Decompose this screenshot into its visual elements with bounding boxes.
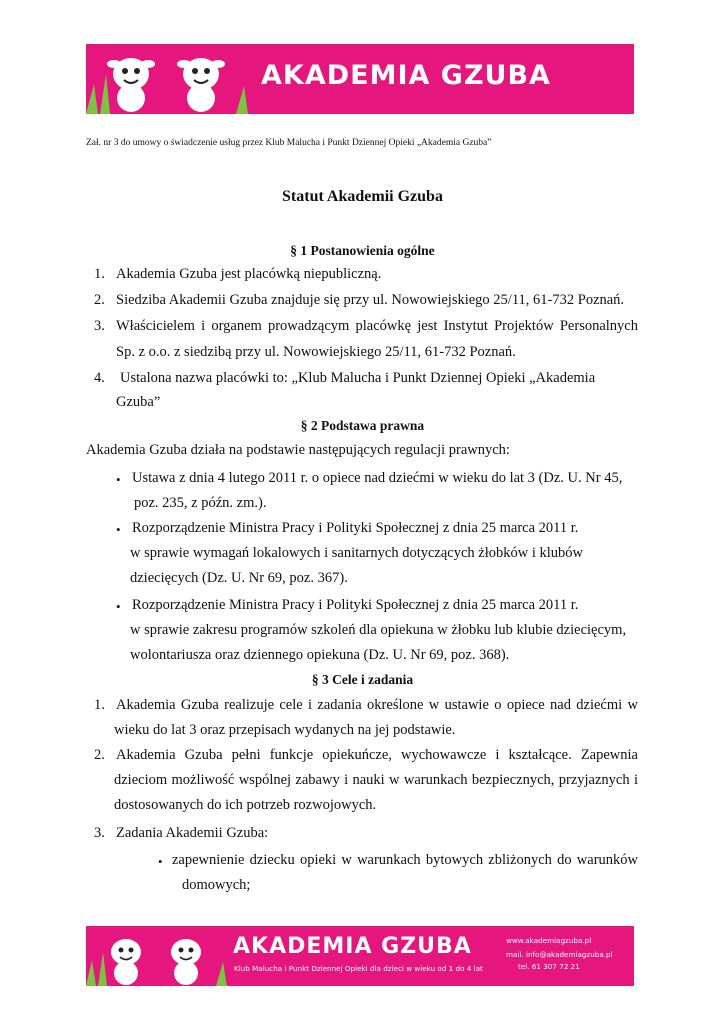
section-3-heading: § 3 Cele i zadania (311, 672, 414, 687)
list-number: 2. (94, 747, 105, 763)
list-item-continued: w sprawie zakresu programów szkoleń dla opiekuna w żłobku lub klubie dziecięcym, (130, 622, 627, 638)
footer-email: mail. info@akademiagzuba.pl (506, 950, 613, 959)
list-item: Rozporządzenie Ministra Pracy i Polityki Społecznej z dnia 25 marca 2011 r. (132, 597, 579, 613)
list-item-continued: wieku do lat 3 oraz przepisach wydanych na jej podstawie. (114, 722, 456, 738)
list-number: 4. (94, 370, 105, 386)
list-item-continued: Gzuba” (116, 394, 161, 410)
list-item: Akademia Gzuba pełni funkcje opiekuńcze, wychowawcze i kształcące. Zapewnia (116, 747, 638, 763)
bullet: • (116, 472, 121, 487)
list-number: 2. (94, 292, 105, 308)
list-item-continued: dzieciom możliwość wspólnej zabawy i nauki w warunkach bezpiecznych, przyjaznych i (114, 772, 638, 788)
footer-tagline: Klub Malucha i Punkt Dziennej Opieki dla dzieci w wieku od 1 do 4 lat (234, 964, 483, 973)
list-item-continued: domowych; (182, 877, 251, 893)
list-item: Ustawa z dnia 4 lutego 2011 r. o opiece nad dziećmi w wieku do lat 3 (Dz. U. Nr 45, (132, 470, 623, 486)
list-number: 1. (94, 266, 105, 282)
document-title: Statut Akademii Gzuba (282, 188, 443, 205)
annex-note: Zał. nr 3 do umowy o świadczenie usług przez Klub Malucha i Punkt Dziennej Opieki „Akademia Gzuba” (86, 138, 492, 148)
section-2-intro: Akademia Gzuba działa na podstawie następujących regulacji prawnych: (86, 442, 510, 458)
list-item: Ustalona nazwa placówki to: „Klub Malucha i Punkt Dziennej Opieki „Akademia (120, 370, 596, 386)
list-item: Akademia Gzuba jest placówką niepubliczną. (116, 266, 382, 282)
bullet: • (158, 854, 163, 869)
list-item-continued: wolontariusza oraz dziennego opiekuna (Dz. U. Nr 69, poz. 368). (130, 647, 510, 663)
bullet: • (116, 522, 121, 537)
brand-name: AKADEMIA GZUBA (233, 934, 472, 959)
list-number: 3. (94, 318, 105, 334)
list-item-continued: dostosowanych do ich potrzeb rozwojowych. (114, 797, 377, 813)
list-item: Siedziba Akademii Gzuba znajduje się przy ul. Nowowiejskiego 25/11, 61-732 Poznań. (116, 292, 625, 308)
footer-phone: tel. 61 307 72 21 (518, 962, 580, 971)
list-item-continued: w sprawie wymagań lokalowych i sanitarnych dotyczących żłobków i klubów (130, 545, 583, 561)
list-item: zapewnienie dziecku opieki w warunkach bytowych zbliżonych do warunków (172, 852, 638, 868)
brand-name: AKADEMIA GZUBA (261, 60, 551, 91)
mascots-logo (86, 44, 256, 114)
list-item-continued: dziecięcych (Dz. U. Nr 69, poz. 367). (130, 570, 348, 586)
list-number: 1. (94, 697, 105, 713)
list-item: Właścicielem i organem prowadzącym placówkę jest Instytut Projektów Personalnych (116, 318, 638, 334)
list-item-continued: Sp. z o.o. z siedzibą przy ul. Nowowiejskiego 25/11, 61-732 Poznań. (116, 344, 516, 360)
footer-website: www.akademiagzuba.pl (506, 936, 592, 945)
list-item-continued: poz. 235, z późn. zm.). (134, 495, 267, 511)
section-2-heading: § 2 Podstawa prawna (300, 418, 425, 433)
list-number: 3. (94, 825, 105, 841)
list-item: Akademia Gzuba realizuje cele i zadania określone w ustawie o opiece nad dziećmi w (116, 697, 638, 713)
list-item: Zadania Akademii Gzuba: (116, 825, 269, 841)
mascots-logo (86, 926, 236, 986)
header-banner (86, 44, 634, 114)
section-1-heading: § 1 Postanowienia ogólne (290, 243, 435, 258)
footer-banner (86, 926, 634, 986)
list-item: Rozporządzenie Ministra Pracy i Polityki Społecznej z dnia 25 marca 2011 r. (132, 520, 579, 536)
bullet: • (116, 599, 121, 614)
